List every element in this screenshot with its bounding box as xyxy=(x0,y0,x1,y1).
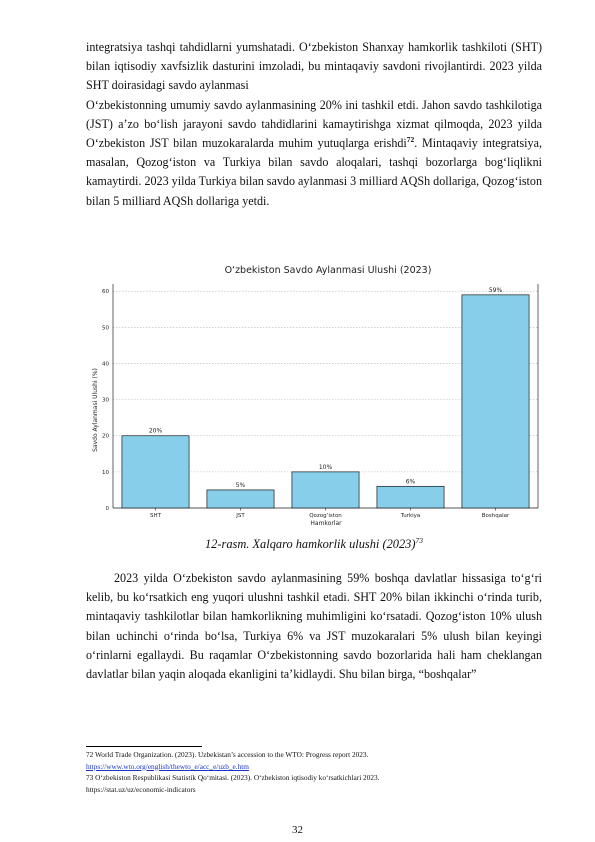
body-text-bottom xyxy=(86,569,542,684)
chart-x-tick-label: Boshqalar xyxy=(481,513,510,519)
chart-y-tick-label: 0 xyxy=(105,506,109,512)
chart-bar xyxy=(122,436,189,508)
chart-bar xyxy=(462,295,529,508)
paragraph-1: integratsiya tashqi tahdidlarni yumshatadi. O‘zbekiston Shanxay hamkorlik tashkiloti (SHT) bilan iqtisodiy xavfsizlik dasturini imzoladi, bu mintaqaviy savdoni rivojlantirdi. 2023 yilda SHT doirasidagi savdo aylanmasi xyxy=(86,40,542,93)
figure-caption xyxy=(86,537,542,552)
chart-data-label: 5% xyxy=(235,481,246,489)
chart-x-tick-label: Turkiya xyxy=(400,513,421,519)
chart-x-tick-label: SHT xyxy=(150,513,161,519)
chart-x-axis-label: Hamkorlar xyxy=(310,520,342,527)
chart-data-label: 20% xyxy=(148,427,163,435)
footnote-ref-73[interactable]: 73 xyxy=(415,535,423,545)
chart-y-tick-label: 40 xyxy=(102,361,109,368)
paragraph-3: 2023 yilda O‘zbekiston savdo aylanmasining 59% boshqa davlatlar hissasiga to‘g‘ri kelib, bu ko‘rsatkich eng yuqori ulushni tashkil etadi. SHT 20% bilan ikkinchi o‘rinda turib, mintaqaviy tashkilotlar bilan hamkorlikning muhimligini ko‘rsatadi. Qozog‘iston 10% ulush bilan uchinchi o‘rinda bo‘lsa, Turkiya 6% va JST muzokaralari 5% ulush bilan keyingi o‘rinlarni egallaydi. Bu raqamlar O‘zbekistonning savdo bozorlarida hali ham cheklangan davlatlar bilan yaqin aloqada ekanligini ta’kidlaydi. Shu bilan birga, “boshqalar” xyxy=(86,571,542,682)
chart-y-tick-label: 30 xyxy=(102,397,109,404)
chart-y-tick-label: 10 xyxy=(102,469,109,476)
trade-share-chart xyxy=(86,262,542,528)
chart-bar xyxy=(207,490,274,508)
chart-x-tick-label: Qozog‘iston xyxy=(309,513,342,519)
caption-text: 12-rasm. Xalqaro hamkorlik ulushi (2023) xyxy=(204,537,416,551)
page-number: 32 xyxy=(292,824,303,836)
chart-y-tick-label: 60 xyxy=(102,289,109,296)
footnote-ref-72[interactable]: 72 xyxy=(406,134,415,144)
chart-data-label: 6% xyxy=(405,478,416,486)
body-text-top xyxy=(86,38,542,211)
paragraph-2-text-b: . Mintaqaviy integratsiya, masalan, Qozog‘iston va Turkiya bilan savdo aloqalari, tashqi bozorlarga bog‘liqlikni kamaytirdi. 2023 yilda Turkiya bilan savdo aylanmasi 3 milliard AQSh dollariga, Qozog‘iston bilan 5 milliard AQSh dollariga yetdi. xyxy=(86,136,542,208)
footnote-72-text: 72 World Trade Organization. (2023). Uzbekistan’s accession to the WTO: Progress report 2023. xyxy=(86,750,369,759)
chart-y-tick-label: 50 xyxy=(102,325,109,332)
footnote-divider xyxy=(86,746,202,747)
paragraph-2 xyxy=(86,96,542,211)
chart-plot-area xyxy=(102,284,538,519)
footnote-73-text: 73 O‘zbekiston Respublikasi Statistik Qo‘mitasi. (2023). O‘zbekiston iqtisodiy ko‘rsatkichlari 2023. xyxy=(86,773,380,783)
chart-svg xyxy=(86,262,542,528)
chart-title: O‘zbekiston Savdo Aylanmasi Ulushi (2023) xyxy=(224,265,432,276)
footnote-72-link[interactable]: https://www.wto.org/english/thewto_e/acc_e/uzb_e.htm xyxy=(86,761,249,771)
footnotes xyxy=(86,749,542,795)
chart-data-label: 10% xyxy=(318,463,333,471)
chart-y-tick-label: 20 xyxy=(102,433,109,440)
chart-x-tick-label: JST xyxy=(236,513,245,519)
chart-data-label: 59% xyxy=(488,286,503,294)
chart-y-axis-label: Savdo Aylanmasi Ulushi (%) xyxy=(92,368,99,452)
paragraph-2-text-a: O‘zbekistonning umumiy savdo aylanmasining 20% ini tashkil etdi. Jahon savdo tashkilotiga (JST) a’zo bo‘lish jarayoni savdo tahdidlarini kamaytirishga xizmat qilmoqda, 2023 yilda O‘zbekiston JST bilan muzokaralarda muhim yutuqlarga erishdi xyxy=(86,97,542,151)
chart-bar xyxy=(377,486,444,508)
footnote-73-link: https://stat.uz/uz/economic-indicators xyxy=(86,784,196,794)
chart-bar xyxy=(292,472,359,508)
